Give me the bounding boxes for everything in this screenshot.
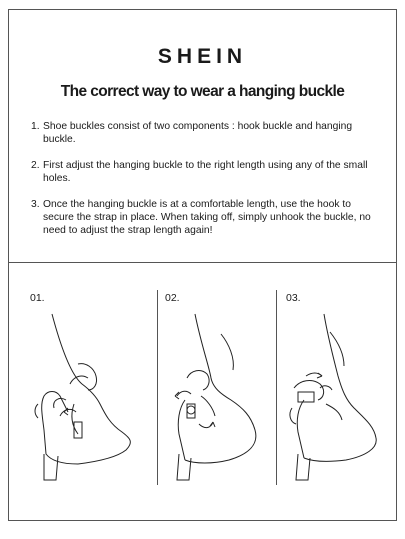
step-text: Once the hanging buckle is at a comfortable length, use the hook to secure the strap in place. When taking off, simply unhook the buckle, no need to adjust the strap length again!	[43, 199, 371, 236]
panel-label: 02.	[165, 292, 180, 304]
panel-label: 01.	[30, 292, 45, 304]
brand-logo: SHEIN	[157, 45, 248, 68]
hand-pulling-strap-illustration	[30, 304, 148, 484]
panel-separator	[157, 290, 158, 485]
hand-hooking-buckle-illustration	[286, 304, 390, 484]
illustration-panel-1	[30, 292, 148, 488]
step-text: Shoe buckles consist of two components : hook buckle and hanging buckle.	[43, 121, 353, 145]
instruction-steps	[31, 120, 379, 250]
page-title: The correct way to wear a hanging buckle	[60, 83, 345, 100]
panel-label: 03.	[286, 292, 301, 304]
step-number: 2.	[31, 160, 40, 171]
section-divider	[9, 262, 396, 263]
illustration-panel-2	[165, 292, 283, 488]
panel-separator	[276, 290, 277, 485]
step-item	[31, 159, 379, 185]
step-item	[31, 198, 379, 237]
hand-adjusting-buckle-illustration	[165, 304, 277, 484]
step-item	[31, 120, 379, 146]
step-number: 1.	[31, 121, 40, 132]
illustration-panel-3	[286, 292, 404, 488]
step-number: 3.	[31, 199, 40, 210]
step-text: First adjust the hanging buckle to the right length using any of the small holes.	[43, 160, 368, 184]
